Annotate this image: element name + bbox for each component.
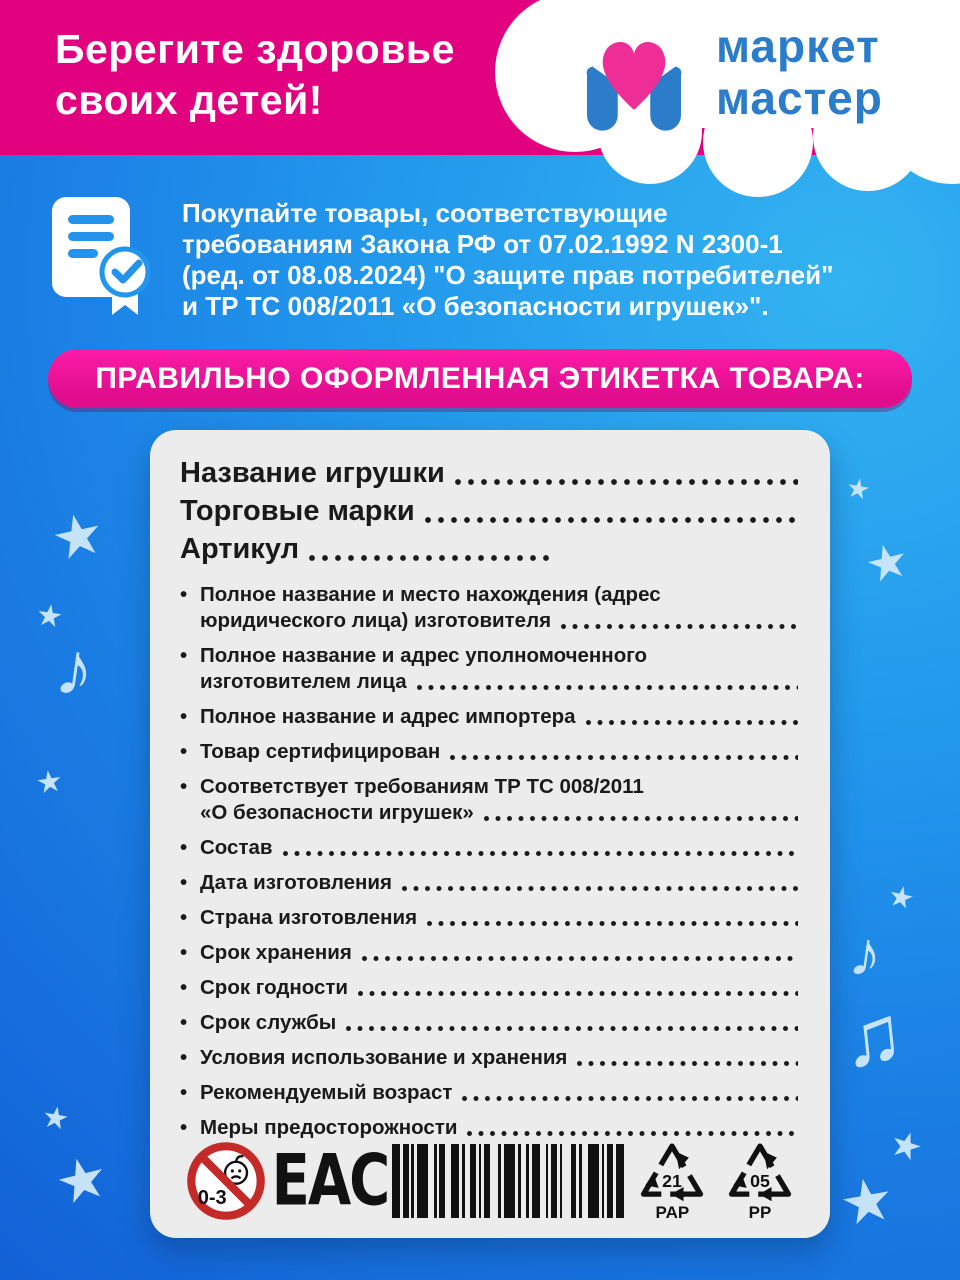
star-icon <box>34 600 65 633</box>
section-heading-label: ПРАВИЛЬНО ОФОРМЛЕННАЯ ЭТИКЕТКА ТОВАРА: <box>95 361 865 395</box>
label-item: • Условия использование и хранения <box>180 1045 800 1071</box>
eac-mark-icon: ЕАС <box>271 1140 389 1222</box>
recycle-triangle-icon <box>636 1139 708 1203</box>
recycle-code: PP <box>748 1203 772 1222</box>
star-icon <box>40 1102 72 1136</box>
label-header-fields <box>180 454 800 568</box>
label-item: • Срок годности <box>180 975 800 1001</box>
label-item: • Страна изготовления <box>180 905 800 931</box>
intro-text: Покупайте товары, соответствующие требованиям Закона РФ от 07.02.1992 N 2300-1 (ред. от 08.08.2024) "О защите прав потребителей" и ТР ТС 008/2011 «О безопасности игрушек»". <box>182 198 834 321</box>
label-item: • Меры предосторожности <box>180 1115 800 1141</box>
label-item: • Полное название и адрес импортера <box>180 704 800 730</box>
star-icon <box>844 474 873 505</box>
label-field: Название игрушки <box>180 454 800 492</box>
recycle-05-pp-icon <box>718 1139 802 1223</box>
recycle-triangle-icon <box>724 1139 796 1203</box>
age-warning-label: 0-3 <box>197 1186 227 1209</box>
star-icon <box>34 766 65 799</box>
logo-cloud <box>490 0 960 205</box>
label-item: • Состав <box>180 835 800 861</box>
barcode-icon <box>392 1144 627 1218</box>
recycle-21-pap-icon <box>630 1139 714 1223</box>
age-warning-0-3-icon <box>184 1139 268 1223</box>
label-marks-row <box>184 1138 802 1224</box>
logo <box>578 20 883 142</box>
music-note-icon <box>846 920 887 988</box>
section-heading-pill <box>48 349 912 408</box>
label-field: Артикул <box>180 530 800 568</box>
label-item: • Товар сертифицирован <box>180 739 800 765</box>
recycle-code: PAP <box>655 1203 690 1222</box>
label-item: • Полное название и место нахождения (адрес юридического лица) изготовителя <box>180 582 800 634</box>
label-item: • Соответствует требованиям ТР ТС 008/2011 «О безопасности игрушек» <box>180 774 800 826</box>
star-icon <box>835 1168 898 1236</box>
star-icon <box>885 882 916 916</box>
intro-section <box>48 194 928 322</box>
label-field: Торговые марки <box>180 492 800 530</box>
label-card <box>150 430 830 1238</box>
label-item: • Срок службы <box>180 1010 800 1036</box>
star-icon <box>47 503 110 571</box>
recycle-number: 21 <box>662 1171 683 1191</box>
market-master-logo-icon <box>578 20 690 142</box>
star-icon <box>885 1124 927 1168</box>
page-title: Берегите здоровье своих детей! <box>55 26 455 123</box>
label-item: • Срок хранения <box>180 940 800 966</box>
star-icon <box>50 1147 114 1216</box>
music-note-icon <box>51 630 99 711</box>
label-items <box>180 582 800 1141</box>
star-icon <box>861 536 914 593</box>
label-item: • Дата изготовления <box>180 870 800 896</box>
recycle-number: 05 <box>750 1171 770 1191</box>
label-item: • Полное название и адрес уполномоченного изготовителем лица <box>180 643 800 695</box>
logo-text: маркет мастер <box>716 20 883 124</box>
certificate-document-icon <box>48 194 152 318</box>
label-item: • Рекомендуемый возраст <box>180 1080 800 1106</box>
beamed-notes-icon <box>838 993 908 1081</box>
